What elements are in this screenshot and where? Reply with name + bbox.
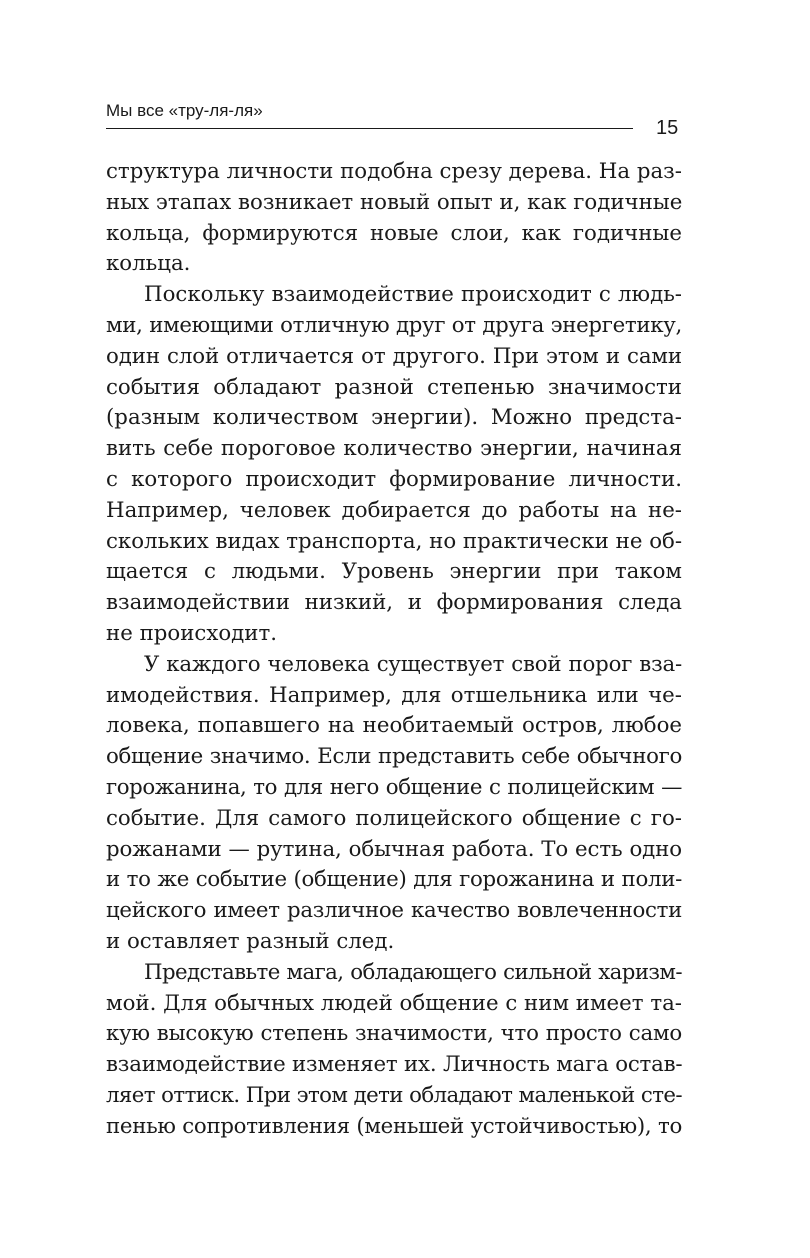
text-line: взаимодействии низкий, и формирования следа [106, 590, 682, 616]
text-line: кую высокую степень значимости, что просто само [106, 1021, 682, 1047]
text-line: события обладают разной степенью значимости [106, 374, 682, 400]
text-line: Например, человек добирается до работы на не- [106, 497, 682, 523]
text-line: кольца, формируются новые слои, как годичные [106, 220, 682, 246]
text-line: (разным количеством энергии). Можно предста- [106, 405, 682, 431]
text-line: цейского имеет различное качество вовлеченности [106, 898, 682, 924]
text-line: ловека, попавшего на необитаемый остров, любое [106, 713, 682, 739]
text-line: один слой отличается от другого. При этом и сами [106, 343, 682, 369]
text-line: щается с людьми. Уровень энергии при таком [106, 559, 682, 585]
text-line: с которого происходит формирование личности. [106, 466, 682, 492]
header-rule [106, 128, 633, 129]
text-line: вить себе пороговое количество энергии, начиная [106, 436, 682, 462]
body-text [106, 157, 682, 1143]
text-line: кольца. [106, 251, 191, 277]
text-line: структура личности подобна срезу дерева. На раз- [106, 159, 682, 184]
text-line: скольких видах транспорта, но практически не об- [106, 528, 683, 554]
text-line: горожанина, то для него общение с полицейским — [106, 774, 682, 800]
text-line: и оставляет разный след. [106, 928, 395, 954]
text-line: рожанами — рутина, обычная работа. То есть одно [106, 836, 682, 862]
running-title: Мы все «тру-ля-ля» [106, 101, 263, 120]
text-line: ми, имеющими отличную друг от друга энергетику, [106, 312, 682, 338]
text-line: и то же событие (общение) для горожанина и поли- [106, 867, 682, 893]
text-line: мой. Для обычных людей общение с ним имеет та- [106, 990, 682, 1016]
text-line: ляет оттиск. При этом дети обладают маленькой сте- [106, 1082, 682, 1108]
text-line: общение значимо. Если представить себе обычного [106, 744, 682, 770]
text-line: имодействия. Например, для отшельника или че- [106, 682, 682, 708]
text-line: событие. Для самого полицейского общение с го- [106, 805, 682, 831]
page-number: 15 [656, 117, 679, 139]
text-line: Представьте мага, обладающего сильной харизм- [144, 959, 682, 985]
text-line: взаимодействие изменяет их. Личность мага остав- [106, 1052, 683, 1078]
text-line: не происходит. [106, 620, 278, 646]
text-line: пенью сопротивления (меньшей устойчивостью), то [106, 1113, 682, 1139]
text-line: Поскольку взаимодействие происходит с людь- [144, 282, 682, 308]
text-line: У каждого человека существует свой порог вза- [144, 651, 682, 677]
text-line: ных этапах возникает новый опыт и, как годичные [106, 189, 683, 215]
